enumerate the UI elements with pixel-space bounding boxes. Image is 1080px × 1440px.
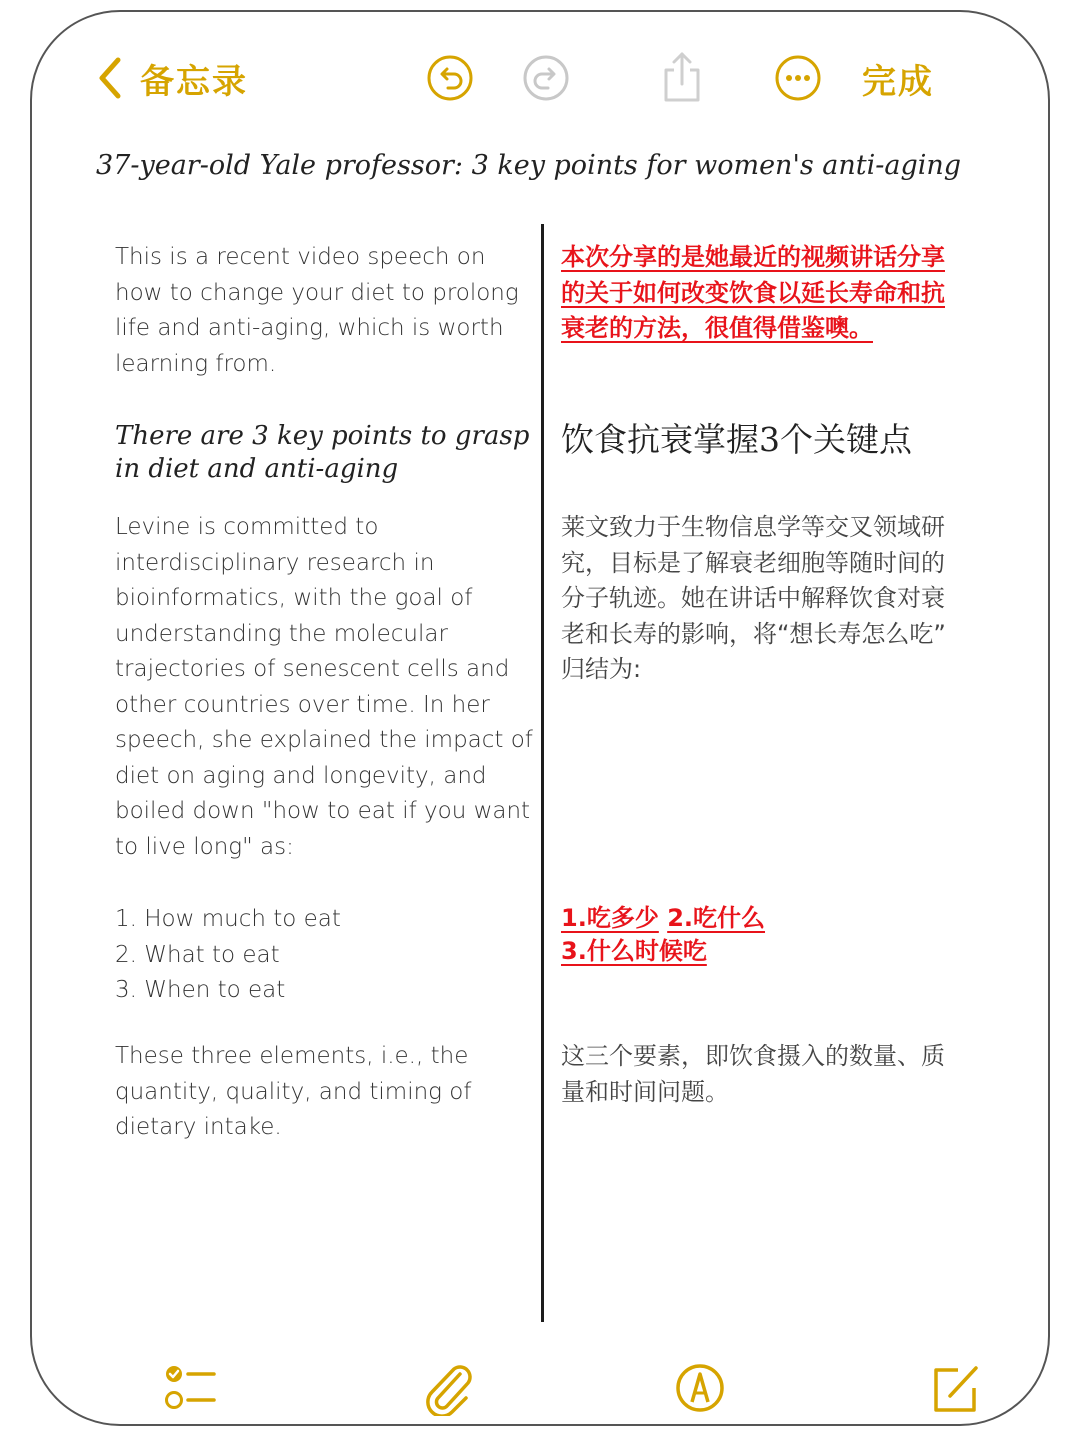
compose-icon <box>928 1360 984 1416</box>
list-item: 3. When to eat <box>115 977 286 1003</box>
cn-intro-highlight: 本次分享的是她最近的视频讲话分享的关于如何改变饮食以延长寿命和抗衰老的方法，很值得借鉴噢。 <box>561 243 945 342</box>
share-button[interactable] <box>658 50 706 104</box>
list-item: 3.什么时候吃 <box>561 937 707 965</box>
back-label: 备忘录 <box>140 61 248 102</box>
en-list <box>115 902 535 1009</box>
note-title: 37-year-old Yale professor: 3 key points for women's anti-aging <box>96 150 962 181</box>
more-button[interactable] <box>774 54 822 102</box>
en-intro: This is a recent video speech on how to change your diet to prolong life and anti-aging, which is worth learning from. <box>115 244 519 377</box>
cn-list <box>561 902 861 968</box>
attach-button[interactable] <box>420 1360 476 1416</box>
list-item: 1.吃多少 <box>561 904 659 932</box>
redo-button[interactable] <box>522 54 570 102</box>
column-divider <box>541 224 544 1322</box>
cn-body: 莱文致力于生物信息学等交叉领域研究，目标是了解衰老细胞等随时间的分子轨迹。她在讲话中解释饮食对衰老和长寿的影响，将“想长寿怎么吃” 归结为: <box>561 513 946 683</box>
checklist-button[interactable] <box>162 1360 218 1416</box>
undo-button[interactable] <box>426 54 474 102</box>
top-toolbar <box>0 0 1080 140</box>
list-item: 1. How much to eat <box>115 906 341 932</box>
undo-icon <box>426 54 474 102</box>
en-body: Levine is committed to interdisciplinary research in bioinformatics, with the goal of understanding the molecular trajectories of senescent cells and other countries over time. In her speech, she explained the impact of diet on aging and longevity, and boiled down "how to eat if you want to live long" as: <box>115 514 533 860</box>
en-heading: There are 3 key points to grasp in diet and anti-aging <box>115 421 530 484</box>
paperclip-icon <box>420 1360 476 1416</box>
markup-pen-icon <box>672 1360 728 1416</box>
cn-heading: 饮食抗衰掌握3个关键点 <box>561 420 912 459</box>
compose-button[interactable] <box>928 1360 984 1416</box>
checklist-icon <box>162 1360 218 1416</box>
list-item: 2. What to eat <box>115 941 280 968</box>
list-item: 2.吃什么 <box>667 904 766 932</box>
markup-button[interactable] <box>672 1360 728 1416</box>
back-button[interactable] <box>96 52 248 104</box>
done-button[interactable]: 完成 <box>862 61 934 102</box>
en-conclusion: These three elements, i.e., the quantity, quality, and timing of dietary intake. <box>115 1043 472 1140</box>
cn-conclusion: 这三个要素，即饮食摄入的数量、质量和时间问题。 <box>561 1042 945 1106</box>
redo-icon <box>522 54 570 102</box>
more-icon <box>774 54 822 102</box>
chevron-left-icon <box>96 56 124 100</box>
share-icon <box>660 50 704 104</box>
